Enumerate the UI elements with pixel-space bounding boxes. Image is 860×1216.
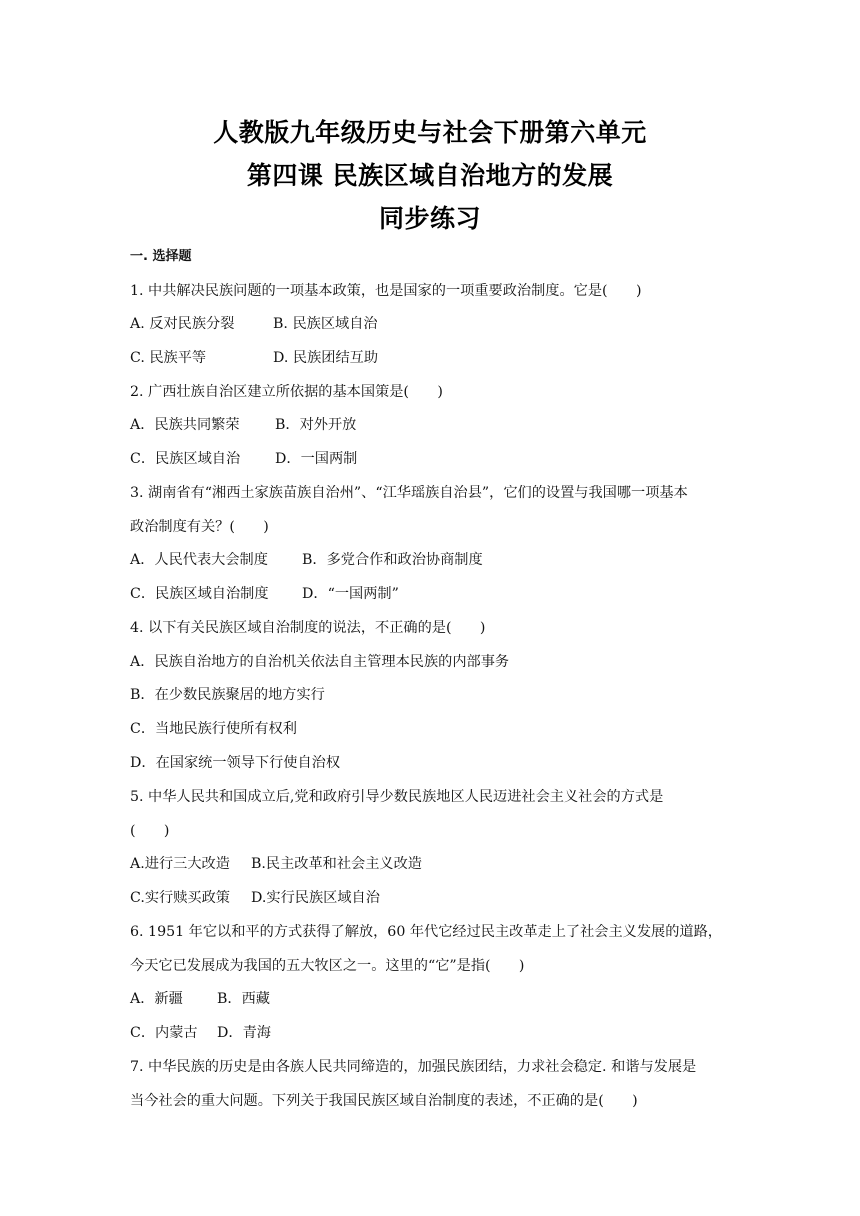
question-6-options-row-1: [130, 989, 740, 1009]
question-7-stem-line-2: 当今社会的重大问题。下列关于我国民族区域自治制度的表述，不正确的是( ): [130, 1093, 638, 1109]
question-2-option-d: D．一国两制: [275, 451, 358, 467]
question-2-options-row-2: [130, 449, 740, 469]
question-5-option-b: B.民主改革和社会主义改造: [251, 856, 422, 872]
question-4-option-a: A．民族自治地方的自治机关依法自主管理本民族的内部事务: [130, 654, 510, 670]
question-5-stem-line-2: ( ): [130, 823, 170, 839]
document-title-line-3: 同步练习: [378, 204, 481, 233]
question-3-options-row-2: [130, 584, 740, 604]
question-4-option-c: C．当地民族行使所有权利: [130, 721, 297, 737]
question-5-options-row-1: [130, 854, 740, 874]
question-5-option-c: C.实行赎买政策: [130, 890, 230, 906]
question-6-option-b: B．西藏: [217, 991, 270, 1007]
question-1-option-c: C. 民族平等: [130, 350, 207, 366]
question-2-options-row-1: [130, 415, 740, 435]
question-7-stem-line-1: 7. 中华民族的历史是由各族人民共同缔造的，加强民族团结，力求社会稳定. 和谐与发展是: [130, 1059, 697, 1075]
question-3-option-b: B．多党合作和政治协商制度: [302, 552, 483, 568]
question-6-option-d: D．青海: [217, 1025, 271, 1041]
question-4-stem: 4. 以下有关民族区域自治制度的说法，不正确的是( ): [130, 620, 486, 636]
question-6-stem-line-1: 6. 1951 年它以和平的方式获得了解放，60 年代它经过民主改革走上了社会主义发展的道路，: [130, 924, 722, 940]
question-3-option-c: C．民族区域自治制度: [130, 586, 269, 602]
question-4-option-d: D．在国家统一领导下行使自治权: [130, 755, 341, 771]
question-1-option-b: B. 民族区域自治: [273, 316, 378, 332]
question-1-option-d: D. 民族团结互助: [273, 350, 379, 366]
question-5-option-d: D.实行民族区域自治: [251, 890, 380, 906]
question-6-options-row-2: [130, 1023, 740, 1043]
question-2-stem: 2. 广西壮族自治区建立所依据的基本国策是( ): [130, 384, 443, 400]
question-3-options-row-1: [130, 550, 740, 570]
question-3-stem-line-1: 3. 湖南省有“湘西土家族苗族自治州”、“江华瑶族自治县”，它们的设置与我国哪一项基本: [130, 485, 688, 501]
question-6-option-a: A．新疆: [130, 991, 183, 1007]
question-1-options-row-1: [130, 314, 740, 334]
question-2-option-c: C．民族区域自治: [130, 451, 241, 467]
document-title-line-2: 第四课 民族区域自治地方的发展: [246, 161, 614, 190]
section-heading: 一. 选择题: [130, 249, 192, 264]
question-1-option-a: A. 反对民族分裂: [130, 316, 235, 332]
question-1-options-row-2: [130, 348, 740, 368]
question-1-stem: 1. 中共解决民族问题的一项基本政策，也是国家的一项重要政治制度。它是( ): [130, 283, 642, 299]
question-3-option-d: D．“一国两制”: [302, 586, 399, 602]
question-2-option-a: A．民族共同繁荣: [130, 417, 240, 433]
question-6-option-c: C．内蒙古: [130, 1025, 198, 1041]
question-3-option-a: A．人民代表大会制度: [130, 552, 268, 568]
question-5-option-a: A.进行三大改造: [130, 856, 230, 872]
question-4-option-b: B．在少数民族聚居的地方实行: [130, 687, 325, 703]
question-5-stem-line-1: 5. 中华人民共和国成立后,党和政府引导少数民族地区人民迈进社会主义社会的方式是: [130, 789, 664, 805]
question-5-options-row-2: [130, 888, 740, 908]
document-title-line-1: 人教版九年级历史与社会下册第六单元: [213, 118, 647, 147]
question-3-stem-line-2: 政治制度有关？( ): [130, 519, 269, 535]
question-6-stem-line-2: 今天它已发展成为我国的五大牧区之一。这里的“它”是指( ): [130, 958, 525, 974]
question-2-option-b: B．对外开放: [275, 417, 357, 433]
